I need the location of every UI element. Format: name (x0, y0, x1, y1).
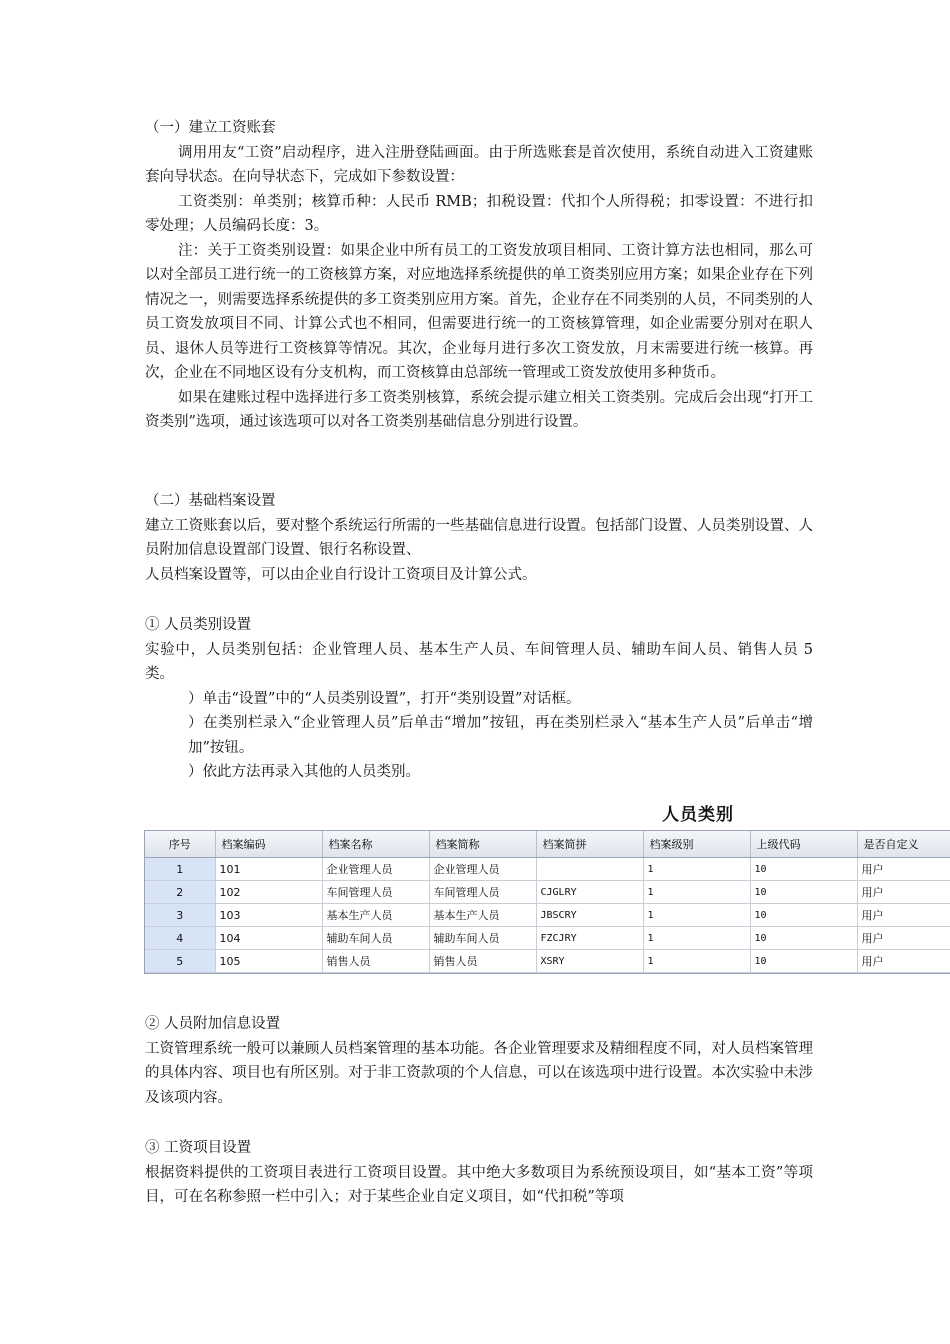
section-1 (145, 116, 813, 435)
cell-level: 1 (643, 904, 750, 927)
section-2-paragraph-1: 建立工资账套以后，要对整个系统运行所需的一些基础信息进行设置。包括部门设置、人员类别设置、人员附加信息设置部门设置、银行名称设置、 (145, 517, 813, 558)
subsection-3 (145, 1136, 813, 1210)
cell-level: 1 (643, 858, 750, 881)
section-1-paragraph-2: 工资类别：单类别；核算币种：人民币 RMB；扣税设置：代扣个人所得税；扣零设置：不进行扣零处理；人员编码长度：3。 (145, 193, 813, 234)
cell-name: 辅助车间人员 (322, 927, 429, 950)
cell-short-name: 辅助车间人员 (429, 927, 536, 950)
cell-pinyin: CJGLRY (536, 881, 643, 904)
subsection-3-heading: ③ 工资项目设置 (145, 1140, 252, 1156)
cell-pinyin: JBSCRY (536, 904, 643, 927)
subsection-1-heading: ① 人员类别设置 (145, 617, 252, 633)
cell-parent-code: 10 (750, 950, 857, 973)
cell-short-name: 企业管理人员 (429, 858, 536, 881)
cell-custom: 用户 (857, 881, 950, 904)
table-row[interactable] (145, 904, 950, 927)
subsection-1 (145, 613, 813, 785)
grid-header-row (145, 831, 950, 858)
col-header-pinyin[interactable]: 档案简拼 (536, 831, 643, 858)
cell-parent-code: 10 (750, 904, 857, 927)
cell-pinyin: XSRY (536, 950, 643, 973)
table-row[interactable] (145, 858, 950, 881)
cell-parent-code: 10 (750, 881, 857, 904)
cell-short-name: 车间管理人员 (429, 881, 536, 904)
cell-pinyin: FZCJRY (536, 927, 643, 950)
cell-level: 1 (643, 950, 750, 973)
cell-custom: 用户 (857, 858, 950, 881)
col-header-short-name[interactable]: 档案简称 (429, 831, 536, 858)
cell-name: 基本生产人员 (322, 904, 429, 927)
section-1-heading: （一）建立工资账套 (145, 120, 276, 136)
section-1-paragraph-4: 如果在建账过程中选择进行多工资类别核算，系统会提示建立相关工资类别。完成后会出现“打开工资类别”选项，通过该选项可以对各工资类别基础信息分别进行设置。 (145, 389, 813, 430)
row-index: 4 (145, 927, 215, 950)
cell-code: 101 (215, 858, 322, 881)
cell-parent-code: 10 (750, 927, 857, 950)
col-header-index[interactable]: 序号 (145, 831, 215, 858)
row-index: 5 (145, 950, 215, 973)
cell-code: 104 (215, 927, 322, 950)
table-title: 人员类别 (662, 805, 734, 825)
col-header-code[interactable]: 档案编码 (215, 831, 322, 858)
cell-name: 车间管理人员 (322, 881, 429, 904)
cell-code: 105 (215, 950, 322, 973)
row-index: 3 (145, 904, 215, 927)
table-row[interactable] (145, 881, 950, 904)
cell-parent-code: 10 (750, 858, 857, 881)
subsection-2 (145, 1012, 813, 1110)
subsection-3-paragraph: 根据资料提供的工资项目表进行工资项目设置。其中绝大多数项目为系统预设项目，如“基本工资”等项目，可在名称参照一栏中引入；对于某些企业自定义项目，如“代扣税”等项 (145, 1164, 813, 1205)
section-2 (145, 489, 813, 587)
subsection-1-paragraph: 实验中，人员类别包括：企业管理人员、基本生产人员、车间管理人员、辅助车间人员、销售人员 5 类。 (145, 641, 813, 682)
row-index: 2 (145, 881, 215, 904)
cell-short-name: 销售人员 (429, 950, 536, 973)
step-2: ）在类别栏录入“企业管理人员”后单击“增加”按钮，再在类别栏录入“基本生产人员”后单击“增加”按钮。 (188, 715, 813, 756)
cell-name: 销售人员 (322, 950, 429, 973)
col-header-name[interactable]: 档案名称 (322, 831, 429, 858)
step-1: ）单击“设置”中的“人员类别设置”，打开“类别设置”对话框。 (188, 690, 581, 707)
cell-name: 企业管理人员 (322, 858, 429, 881)
cell-code: 103 (215, 904, 322, 927)
col-header-level[interactable]: 档案级别 (643, 831, 750, 858)
cell-level: 1 (643, 927, 750, 950)
row-index: 1 (145, 858, 215, 881)
cell-code: 102 (215, 881, 322, 904)
cell-pinyin (536, 858, 643, 881)
subsection-2-heading: ② 人员附加信息设置 (145, 1016, 281, 1032)
col-header-custom[interactable]: 是否自定义 (857, 831, 950, 858)
cell-custom: 用户 (857, 927, 950, 950)
section-2-paragraph-2: 人员档案设置等，可以由企业自行设计工资项目及计算公式。 (145, 566, 537, 583)
personnel-category-grid (144, 830, 950, 974)
table-row[interactable] (145, 950, 950, 973)
subsection-2-paragraph: 工资管理系统一般可以兼顾人员档案管理的基本功能。各企业管理要求及精细程度不同，对人员档案管理的具体内容、项目也有所区别。对于非工资款项的个人信息，可以在该选项中进行设置。本次实验中未涉及该项内容。 (145, 1040, 813, 1106)
table-row[interactable] (145, 927, 950, 950)
section-1-note: 注：关于工资类别设置：如果企业中所有员工的工资发放项目相同、工资计算方法也相同，那么可以对全部员工进行统一的工资核算方案，对应地选择系统提供的单工资类别应用方案；如果企业存在下列情况之一，则需要选择系统提供的多工资类别应用方案。首先，企业存在不同类别的人员，不同类别的人员工资发放项目不同、计算公式也不相同，但需要进行统一的工资核算管理，如企业需要分别对在职人员、退休人员等进行工资核算等情况。其次，企业每月进行多次工资发放，月末需要进行统一核算。再次，企业在不同地区设有分支机构，而工资核算由总部统一管理或工资发放使用多种货币。 (145, 242, 813, 381)
col-header-parent-code[interactable]: 上级代码 (750, 831, 857, 858)
cell-short-name: 基本生产人员 (429, 904, 536, 927)
cell-custom: 用户 (857, 950, 950, 973)
section-1-paragraph-1: 调用用友“工资”启动程序，进入注册登陆画面。由于所选账套是首次使用，系统自动进入工资建账套向导状态。在向导状态下，完成如下参数设置： (145, 144, 813, 185)
cell-level: 1 (643, 881, 750, 904)
step-3: ）依此方法再录入其他的人员类别。 (188, 764, 420, 780)
section-2-heading: （二）基础档案设置 (145, 493, 276, 509)
cell-custom: 用户 (857, 904, 950, 927)
